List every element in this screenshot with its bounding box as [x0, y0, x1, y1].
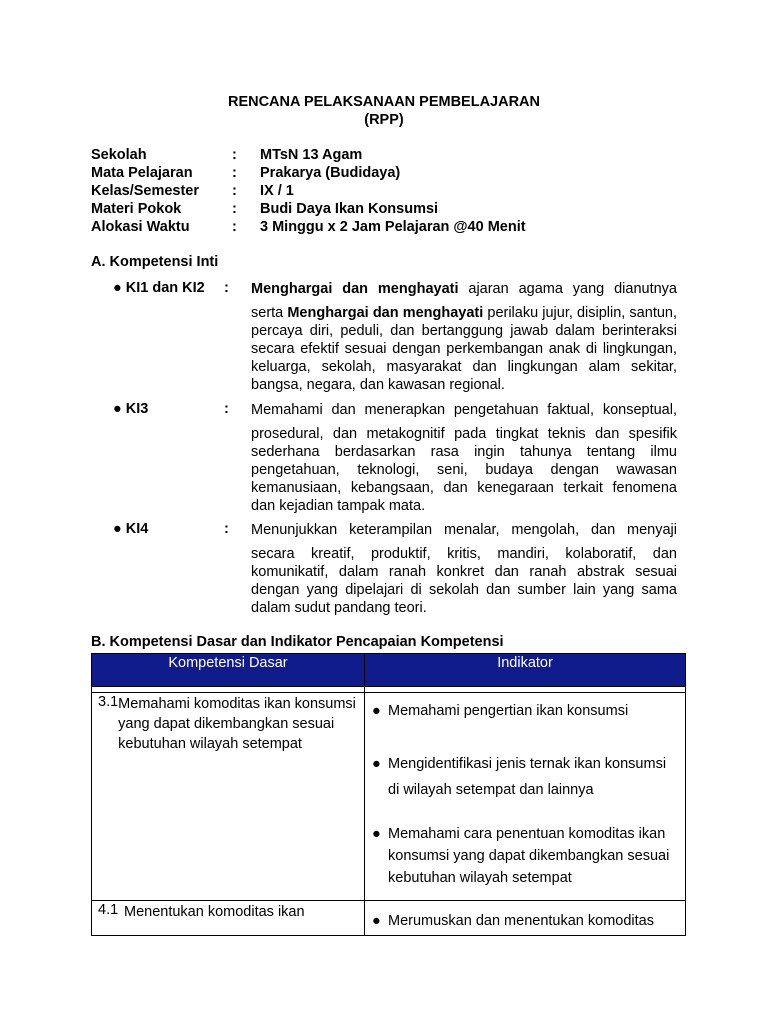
- info-row-kelas-semester: [91, 182, 526, 200]
- info-row-materi-pokok: [91, 200, 526, 218]
- identity-block: [91, 146, 526, 236]
- ki-continuation: secara kreatif, produktif, kritis, mandiri, kolaboratif, dan komunikatif, dalam ranah konkret dan ranah abstrak sesuai dengan yang dipelajari di sekolah dan sumber lain yang sama dalam sudut pandang teori.: [251, 546, 677, 616]
- info-row-sekolah: [91, 146, 526, 164]
- kd-cell: [92, 901, 365, 936]
- document-title: RENCANA PELAKSANAAN PEMBELAJARAN: [227, 94, 541, 110]
- ki4-text: [251, 521, 677, 617]
- info-value: MTsN 13 Agam: [260, 147, 363, 163]
- kd-text: Memahami komoditas ikan konsumsi yang dapat dikembangkan sesuai kebutuhan wilayah setempat: [118, 696, 356, 752]
- header-indikator: Indikator: [365, 654, 686, 687]
- document-subtitle: (RPP): [364, 112, 404, 128]
- ki-text: ajaran agama yang dianutnya: [458, 281, 677, 297]
- ki3-text: [251, 401, 677, 515]
- indikator-cell: [365, 901, 686, 936]
- info-colon: :: [232, 147, 237, 163]
- info-value: IX / 1: [260, 183, 294, 199]
- info-value: 3 Minggu x 2 Jam Pelajaran @40 Menit: [260, 219, 526, 235]
- ki1-ki2-text: [251, 280, 677, 394]
- indikator-text: Merumuskan dan menentukan komoditas: [388, 913, 654, 929]
- list-item: [372, 701, 679, 721]
- info-colon: :: [232, 183, 237, 199]
- info-label: Mata Pelajaran: [91, 165, 193, 181]
- ki-colon: :: [224, 521, 229, 537]
- ki-text: serta: [251, 305, 288, 321]
- info-row-alokasi-waktu: [91, 218, 526, 236]
- indikator-text: Memahami pengertian ikan konsumsi: [388, 703, 629, 719]
- info-label: Alokasi Waktu: [91, 219, 190, 235]
- kd-cell: [92, 693, 365, 901]
- kd-indikator-table: [91, 653, 686, 936]
- kd-code: 4.1: [98, 902, 119, 918]
- info-label: Materi Pokok: [91, 201, 182, 217]
- ki-bold-phrase: Menghargai dan menghayati: [251, 281, 459, 297]
- section-a-heading: A. Kompetensi Inti: [91, 254, 219, 270]
- kd-code: 3.1: [98, 694, 119, 710]
- ki-colon: :: [224, 401, 229, 417]
- ki-first-line: Memahami dan menerapkan pengetahuan faktual, konseptual,: [251, 402, 677, 418]
- info-label: Kelas/Semester: [91, 183, 200, 199]
- ki-colon: :: [224, 280, 229, 296]
- table-row: [92, 693, 686, 901]
- section-b-heading: B. Kompetensi Dasar dan Indikator Pencapaian Kompetensi: [91, 634, 504, 650]
- info-colon: :: [232, 219, 237, 235]
- bullet-icon: ●: [372, 913, 381, 929]
- list-item: [372, 751, 679, 803]
- info-row-mata-pelajaran: [91, 164, 526, 182]
- header-kompetensi-dasar: Kompetensi Dasar: [92, 654, 365, 687]
- ki-continuation: [251, 304, 677, 394]
- list-item: [372, 823, 679, 889]
- indikator-cell: [365, 693, 686, 901]
- ki1-ki2-label: ● KI1 dan KI2: [113, 280, 205, 296]
- bullet-icon: ●: [372, 826, 381, 842]
- bullet-icon: ●: [372, 703, 381, 719]
- ki4-label: ● KI4: [113, 521, 149, 537]
- bullet-icon: ●: [372, 756, 381, 772]
- ki3-label: ● KI3: [113, 401, 149, 417]
- table-header-row: [92, 654, 686, 687]
- info-colon: :: [232, 165, 237, 181]
- kd-text: Menentukan komoditas ikan: [124, 904, 305, 920]
- indikator-text: Mengidentifikasi jenis ternak ikan konsumsi di wilayah setempat dan lainnya: [388, 756, 667, 798]
- kd-item: [98, 902, 360, 922]
- ki-first-line: [251, 280, 677, 298]
- info-label: Sekolah: [91, 147, 147, 163]
- kd-item: [98, 694, 360, 754]
- ki-continuation: prosedural, dan metakognitif pada tingkat teknis dan spesifik sederhana berdasarkan rasa ingin tahunya tentang ilmu pengetahuan, teknologi, seni, budaya dengan wawasan kemanusiaan, kebangsaan, dan kenegaraan terkait fenomena dan kejadian tampak mata.: [251, 426, 677, 514]
- ki-first-line: Menunjukkan keterampilan menalar, mengolah, dan menyaji: [251, 522, 677, 538]
- list-item: [372, 911, 679, 931]
- info-value: Prakarya (Budidaya): [260, 165, 401, 181]
- indikator-text: Memahami cara penentuan komoditas ikan konsumsi yang dapat dikembangkan sesuai kebutuhan wilayah setempat: [388, 826, 670, 886]
- table-row: [92, 901, 686, 936]
- ki-text: perilaku jujur, disiplin, santun, percaya diri, peduli, dan bertanggung jawab dalam berinteraksi secara efektif sesuai dengan perkembangan anak di lingkungan, keluarga, sekolah, masyarakat dan lingkungan alam sekitar, bangsa, negara, dan kawasan regional.: [251, 305, 677, 393]
- info-value: Budi Daya Ikan Konsumsi: [260, 201, 439, 217]
- info-colon: :: [232, 201, 237, 217]
- ki-bold-phrase: Menghargai dan menghayati: [287, 305, 484, 321]
